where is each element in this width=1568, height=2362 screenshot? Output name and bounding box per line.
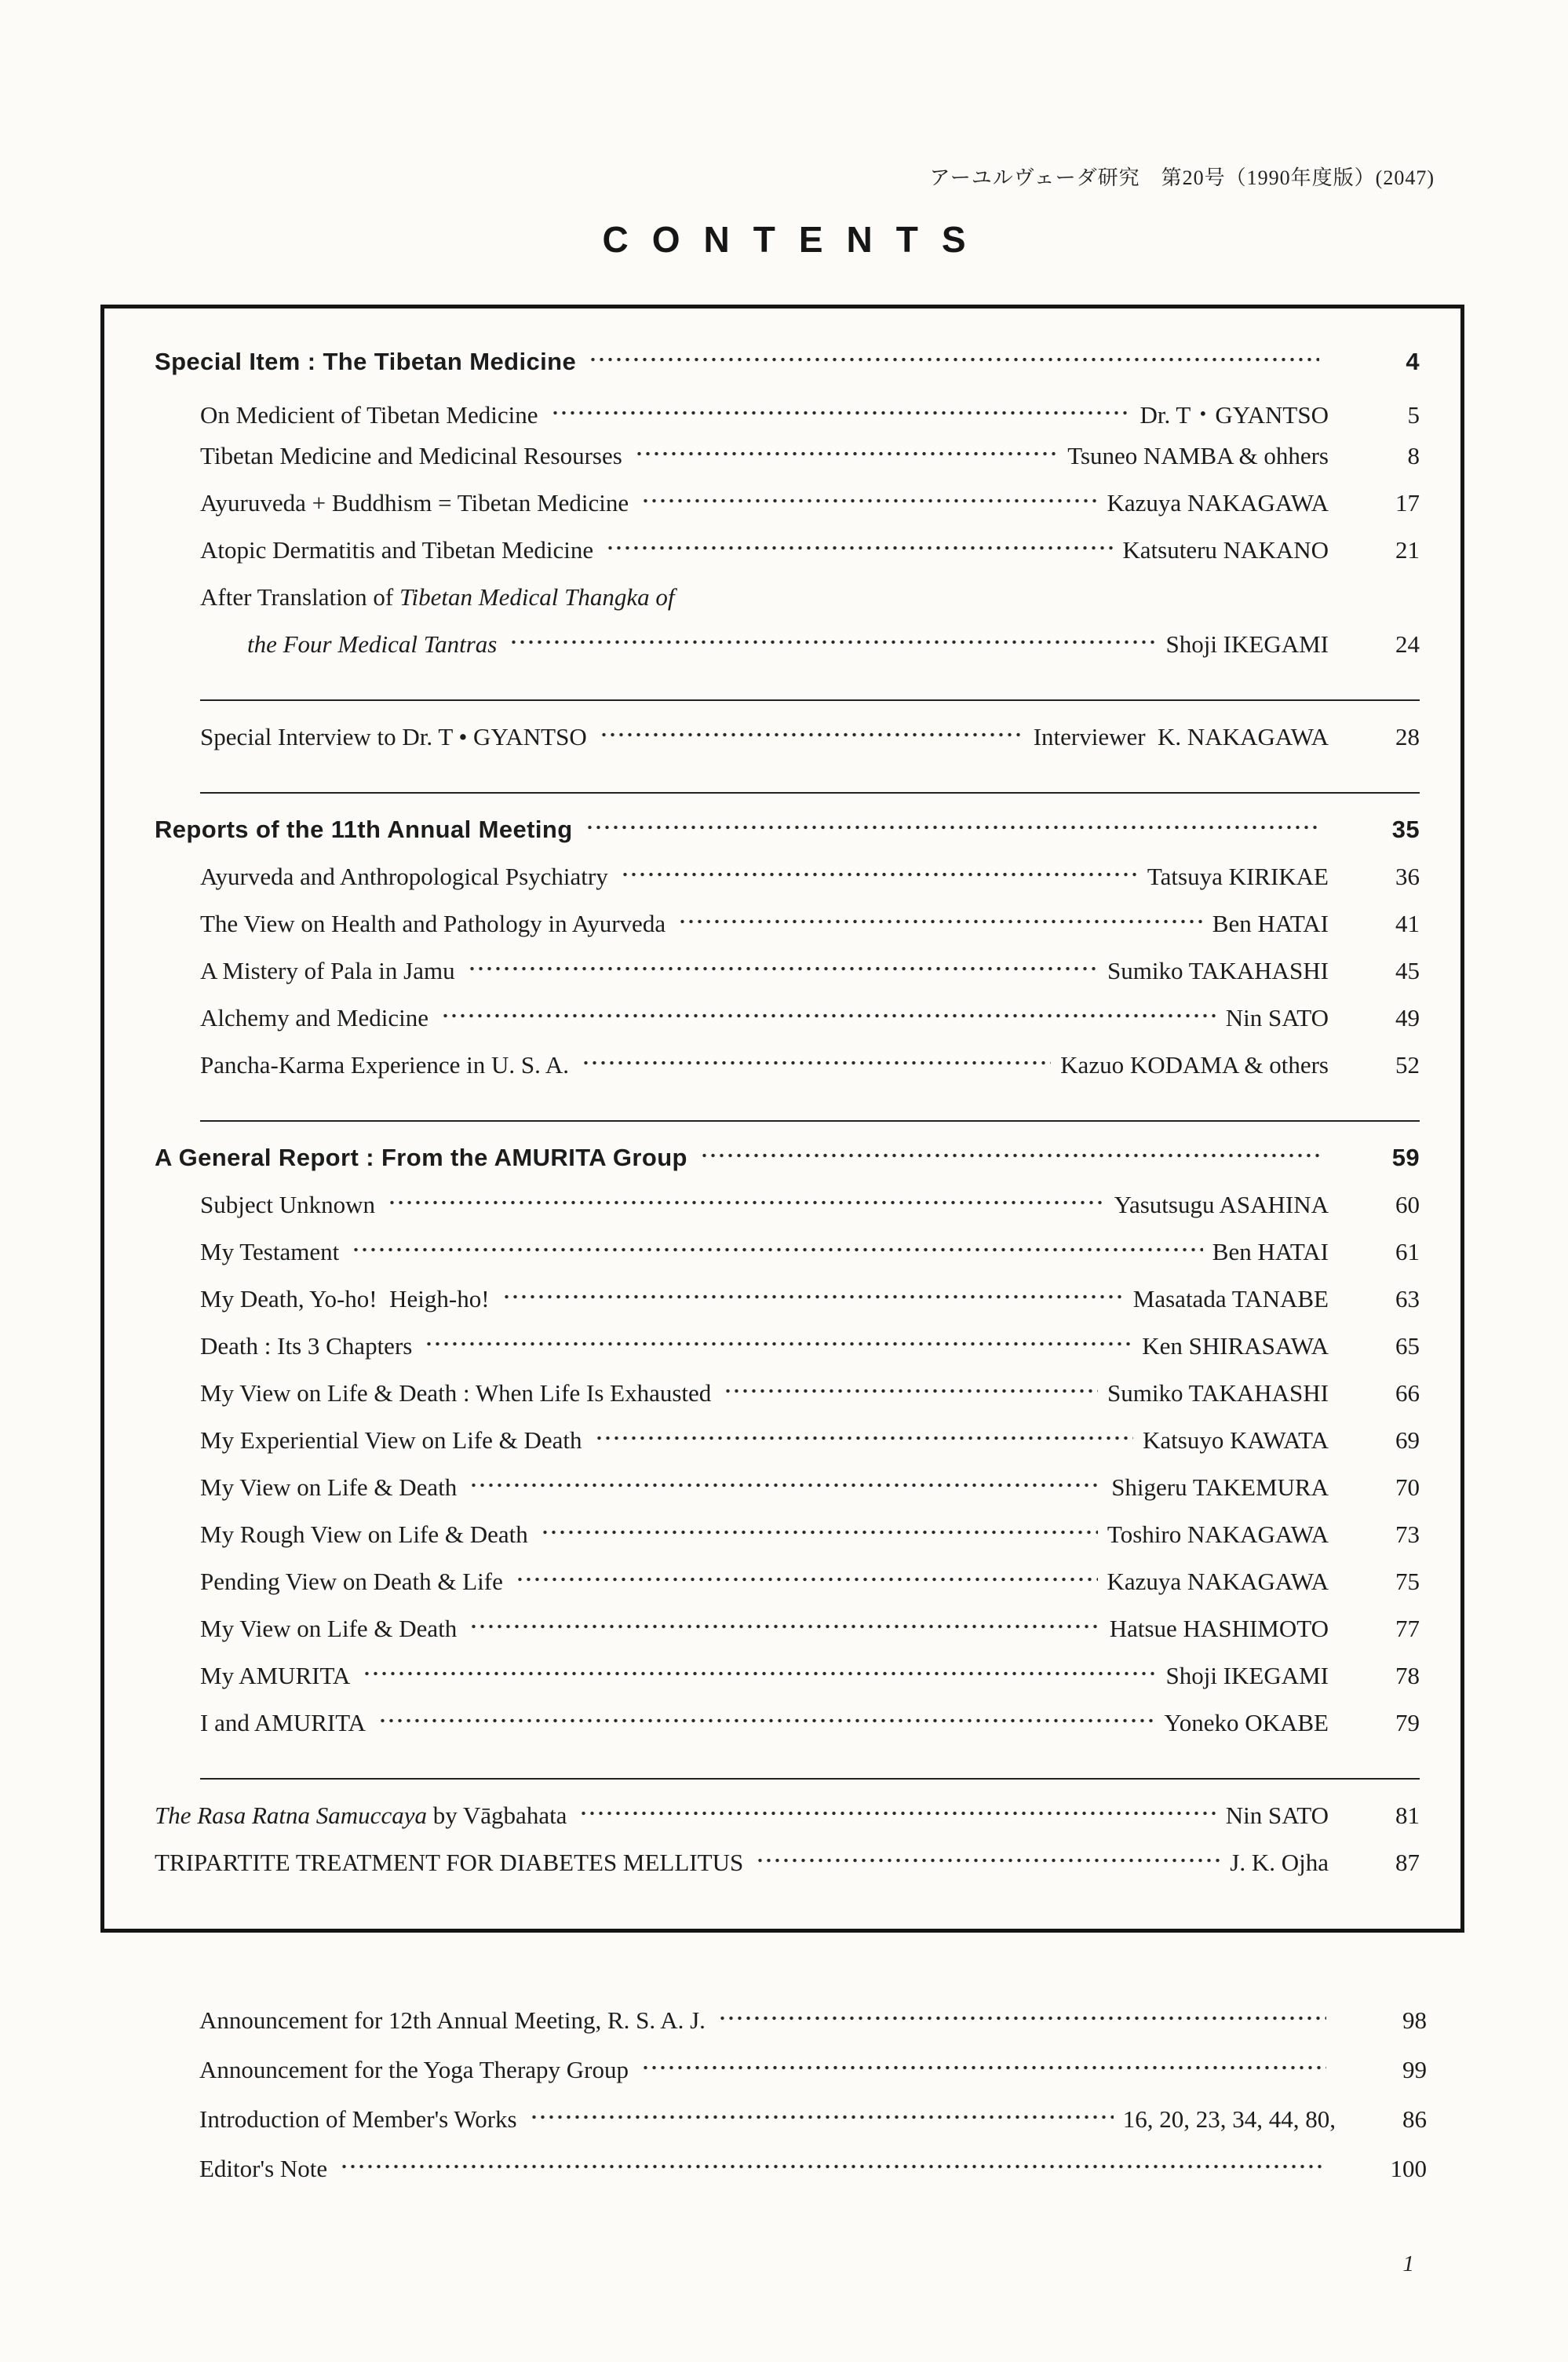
entry-page: 77 <box>1395 1615 1420 1642</box>
toc-entry-row <box>155 1568 1420 1615</box>
dotted-leader <box>551 403 1131 423</box>
entry-page: 61 <box>1395 1238 1420 1265</box>
entry-title: Announcement for 12th Annual Meeting, R. S. A. J. <box>199 2006 706 2034</box>
dotted-leader <box>635 444 1058 464</box>
toc-section-row <box>155 1144 1420 1191</box>
entry-author: 16, 20, 23, 34, 44, 80, <box>1122 2105 1336 2133</box>
toc-box <box>100 305 1464 1933</box>
dotted-leader <box>352 1240 1203 1260</box>
group-divider <box>200 792 1420 794</box>
toc-entry-row <box>155 1238 1420 1285</box>
entry-page: 78 <box>1395 1662 1420 1689</box>
entry-author: Sumiko TAKAHASHI <box>1107 1379 1329 1407</box>
dotted-leader <box>378 1711 1154 1731</box>
entry-page: 87 <box>1395 1849 1420 1876</box>
entry-title: My Rough View on Life & Death <box>200 1521 528 1548</box>
entry-title: Introduction of Member's Works <box>199 2105 517 2133</box>
entry-title: Pancha-Karma Experience in U. S. A. <box>200 1051 570 1079</box>
dotted-leader <box>724 1382 1098 1401</box>
toc-appendix <box>199 2006 1427 2204</box>
entry-title: Special Interview to Dr. T • GYANTSO <box>200 723 587 750</box>
entry-page: 36 <box>1395 863 1420 890</box>
entry-page: 59 <box>1391 1144 1420 1171</box>
journal-header: アーユルヴェーダ研究 第20号（1990年度版）(2047) <box>929 166 1435 189</box>
toc-entry-row <box>155 1615 1420 1662</box>
entry-page: 79 <box>1395 1709 1420 1736</box>
entry-title: The View on Health and Pathology in Ayurveda <box>200 910 666 937</box>
toc-entry-row <box>155 1004 1420 1051</box>
entry-title: Ayuruveda + Buddhism = Tibetan Medicine <box>200 489 629 517</box>
entry-title: A Mistery of Pala in Jamu <box>200 957 455 984</box>
toc-entry-row <box>155 1662 1420 1709</box>
dotted-leader <box>502 1287 1124 1307</box>
entry-author: Ben HATAI <box>1212 1238 1329 1265</box>
entry-author: Shoji IKEGAMI <box>1165 1662 1329 1689</box>
entry-title: A General Report : From the AMURITA Group <box>155 1144 687 1171</box>
entry-title: My Death, Yo-ho! Heigh-ho! <box>200 1285 490 1312</box>
entry-author: Yoneko OKABE <box>1164 1709 1329 1736</box>
entry-page: 69 <box>1395 1426 1420 1454</box>
toc-entry-row <box>155 1709 1420 1756</box>
toc-entry-row <box>199 2155 1427 2204</box>
dotted-leader <box>541 1523 1098 1542</box>
entry-author: Nin SATO <box>1225 1004 1329 1031</box>
entry-title: My View on Life & Death <box>200 1473 458 1501</box>
toc-entry-row <box>155 583 1420 630</box>
toc-entry-row <box>155 957 1420 1004</box>
dotted-leader <box>606 538 1113 558</box>
entry-page: 17 <box>1395 489 1420 517</box>
entry-page: 24 <box>1395 630 1420 658</box>
entry-page: 4 <box>1406 348 1420 375</box>
toc-entry-row <box>155 1802 1420 1849</box>
entry-title: Reports of the 11th Annual Meeting <box>155 816 573 843</box>
entry-author: Interviewer K. NAKAGAWA <box>1033 723 1329 750</box>
entry-title: Special Item : The Tibetan Medicine <box>155 348 577 375</box>
toc-entry-row <box>155 395 1420 442</box>
entry-page: 65 <box>1395 1332 1420 1360</box>
entry-title: My View on Life & Death <box>200 1615 458 1642</box>
dotted-leader <box>530 2108 1114 2127</box>
entry-title: I and AMURITA <box>200 1709 366 1736</box>
dotted-leader <box>425 1334 1132 1354</box>
entry-title: Subject Unknown <box>200 1191 376 1218</box>
entry-title: My AMURITA <box>200 1662 351 1689</box>
dotted-leader <box>585 818 1319 838</box>
entry-page: 81 <box>1395 1802 1420 1829</box>
entry-page: 35 <box>1391 816 1420 843</box>
entry-title: Alchemy and Medicine <box>200 1004 428 1031</box>
entry-page: 49 <box>1395 1004 1420 1031</box>
toc-entry-row <box>155 442 1420 489</box>
toc-section-row <box>155 816 1420 863</box>
toc-entry-row <box>199 2006 1427 2056</box>
dotted-leader <box>363 1664 1156 1684</box>
dotted-leader <box>700 1146 1319 1166</box>
entry-title: TRIPARTITE TREATMENT FOR DIABETES MELLITUS <box>155 1849 744 1876</box>
toc-entry-row <box>155 1473 1420 1521</box>
entry-title: My Experiential View on Life & Death <box>200 1426 582 1454</box>
toc-entry-row <box>199 2056 1427 2105</box>
toc-entry-row <box>155 1849 1420 1896</box>
entry-title: Editor's Note <box>199 2155 328 2182</box>
toc-entry-row <box>155 630 1420 677</box>
dotted-leader <box>468 959 1098 979</box>
dotted-leader <box>589 350 1319 370</box>
entry-page: 66 <box>1395 1379 1420 1407</box>
dotted-leader <box>441 1006 1216 1026</box>
entry-page: 21 <box>1395 536 1420 564</box>
dotted-leader <box>469 1476 1102 1495</box>
entry-author: Nin SATO <box>1225 1802 1329 1829</box>
group-divider <box>200 1120 1420 1122</box>
entry-page: 86 <box>1402 2105 1427 2133</box>
dotted-leader <box>641 2058 1326 2078</box>
entry-author: J. K. Ojha <box>1230 1849 1329 1876</box>
entry-author: Toshiro NAKAGAWA <box>1107 1521 1329 1548</box>
entry-page: 8 <box>1407 442 1420 469</box>
entry-title: Ayurveda and Anthropological Psychiatry <box>200 863 608 890</box>
entry-page: 75 <box>1395 1568 1420 1595</box>
entry-title: Atopic Dermatitis and Tibetan Medicine <box>200 536 594 564</box>
entry-author: Dr. T・GYANTSO <box>1140 401 1329 429</box>
entry-title: Announcement for the Yoga Therapy Group <box>199 2056 629 2083</box>
entry-page: 63 <box>1395 1285 1420 1312</box>
entry-author: Ben HATAI <box>1212 910 1329 937</box>
toc-entry-row <box>155 863 1420 910</box>
toc-entry-row <box>155 1051 1420 1098</box>
entry-author: Kazuo KODAMA & others <box>1060 1051 1329 1079</box>
dotted-leader <box>340 2157 1326 2177</box>
entry-author: Yasutsugu ASAHINA <box>1114 1191 1329 1218</box>
entry-title: My View on Life & Death : When Life Is Exhausted <box>200 1379 712 1407</box>
entry-title: Tibetan Medicine and Medicinal Resourses <box>200 442 622 469</box>
group-divider <box>200 699 1420 701</box>
entry-page: 5 <box>1407 401 1420 429</box>
page-number: 1 <box>1402 2251 1414 2276</box>
dotted-leader <box>678 912 1203 932</box>
group-divider <box>200 1778 1420 1780</box>
entry-author: Hatsue HASHIMOTO <box>1109 1615 1329 1642</box>
entry-title: On Medicient of Tibetan Medicine <box>200 401 538 429</box>
dotted-leader <box>621 865 1138 885</box>
dotted-leader <box>388 1193 1105 1213</box>
entry-title: My Testament <box>200 1238 340 1265</box>
entry-page: 52 <box>1395 1051 1420 1079</box>
entry-author: Sumiko TAKAHASHI <box>1107 957 1329 984</box>
dotted-leader <box>600 725 1024 745</box>
toc-entry-row <box>155 1332 1420 1379</box>
entry-author: Tatsuya KIRIKAE <box>1147 863 1329 890</box>
toc-entry-row <box>155 723 1420 770</box>
toc-entry-row <box>155 1191 1420 1238</box>
dotted-leader <box>516 1570 1098 1590</box>
dotted-leader <box>579 1804 1216 1824</box>
toc-entry-row <box>155 1521 1420 1568</box>
entry-author: Ken SHIRASAWA <box>1142 1332 1329 1360</box>
entry-title: Pending View on Death & Life <box>200 1568 503 1595</box>
page-title: CONTENTS <box>602 219 990 260</box>
entry-page: 70 <box>1395 1473 1420 1501</box>
toc-entry-row <box>155 1426 1420 1473</box>
dotted-leader <box>582 1053 1051 1073</box>
entry-author: Katsuyo KAWATA <box>1143 1426 1329 1454</box>
entry-title: The Rasa Ratna Samuccaya by Vāgbahata <box>155 1802 567 1829</box>
toc-entry-row <box>155 536 1420 583</box>
entry-author: Shigeru TAKEMURA <box>1111 1473 1329 1501</box>
entry-author: Masatada TANABE <box>1132 1285 1329 1312</box>
entry-author: Tsuneo NAMBA & ohhers <box>1067 442 1329 469</box>
toc-section-row <box>155 348 1420 395</box>
dotted-leader <box>595 1429 1133 1448</box>
entry-author: Kazuya NAKAGAWA <box>1107 1568 1329 1595</box>
entry-page: 100 <box>1390 2155 1427 2182</box>
toc-entry-row <box>155 489 1420 536</box>
toc-entry-row <box>155 910 1420 957</box>
entry-author: Kazuya NAKAGAWA <box>1107 489 1329 517</box>
toc-entry-row <box>199 2105 1427 2155</box>
entry-page: 45 <box>1395 957 1420 984</box>
entry-page: 99 <box>1402 2056 1427 2083</box>
dotted-leader <box>509 633 1156 652</box>
entry-page: 98 <box>1402 2006 1427 2034</box>
entry-page: 60 <box>1395 1191 1420 1218</box>
entry-title: Death : Its 3 Chapters <box>200 1332 413 1360</box>
entry-author: Shoji IKEGAMI <box>1165 630 1329 658</box>
entry-title: After Translation of Tibetan Medical Thangka of <box>200 583 675 611</box>
dotted-leader <box>718 2009 1326 2028</box>
toc-entry-row <box>155 1285 1420 1332</box>
entry-page: 41 <box>1395 910 1420 937</box>
dotted-leader <box>469 1617 1099 1637</box>
entry-page: 28 <box>1395 723 1420 750</box>
entry-title: the Four Medical Tantras <box>247 630 498 658</box>
dotted-leader <box>756 1851 1220 1871</box>
dotted-leader <box>641 491 1097 511</box>
entry-author: Katsuteru NAKANO <box>1122 536 1329 564</box>
entry-page: 73 <box>1395 1521 1420 1548</box>
toc-entry-row <box>155 1379 1420 1426</box>
